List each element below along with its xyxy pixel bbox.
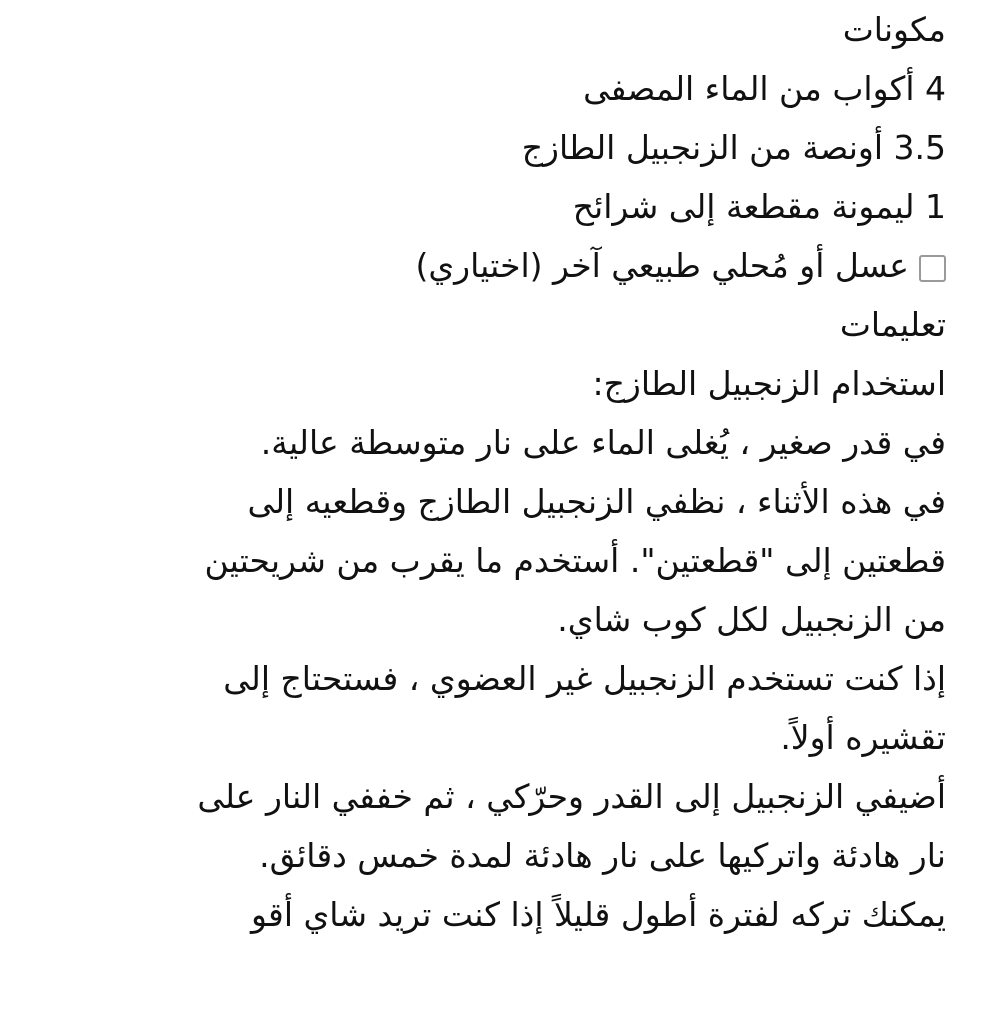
- optional-ingredient-row: [60, 236, 946, 295]
- ingredient-item: 1 ليمونة مقطعة إلى شرائح: [572, 187, 946, 226]
- ingredients-heading: مكونات: [842, 10, 946, 49]
- instruction-line: في هذه الأثناء ، نظفي الزنجبيل الطازج وقطعيه إلى: [247, 482, 946, 521]
- ingredient-item: 3.5 أونصة من الزنجبيل الطازج: [521, 128, 946, 167]
- recipe-document: [60, 0, 946, 944]
- instruction-line: قطعتين إلى "قطعتين". أستخدم ما يقرب من شريحتين: [204, 541, 946, 580]
- instruction-line: من الزنجبيل لكل كوب شاي.: [557, 600, 946, 639]
- instruction-line: إذا كنت تستخدم الزنجبيل غير العضوي ، فستحتاج إلى: [223, 659, 946, 698]
- optional-ingredient-checkbox[interactable]: [919, 255, 946, 282]
- instruction-line: استخدام الزنجبيل الطازج:: [592, 364, 946, 403]
- ingredient-item: 4 أكواب من الماء المصفى: [583, 69, 946, 108]
- instructions-heading: تعليمات: [839, 305, 946, 344]
- instruction-line: تقشيره أولاً.: [780, 718, 946, 757]
- instruction-line: يمكنك تركه لفترة أطول قليلاً إذا كنت تريد شاي أقو: [251, 895, 946, 934]
- optional-ingredient-label: عسل أو مُحلي طبيعي آخر (اختياري): [415, 246, 909, 285]
- instruction-line: نار هادئة واتركيها على نار هادئة لمدة خمس دقائق.: [259, 836, 946, 875]
- instruction-line: أضيفي الزنجبيل إلى القدر وحرّكي ، ثم خففي النار على: [197, 777, 946, 816]
- instruction-line: في قدر صغير ، يُغلى الماء على نار متوسطة عالية.: [260, 423, 946, 462]
